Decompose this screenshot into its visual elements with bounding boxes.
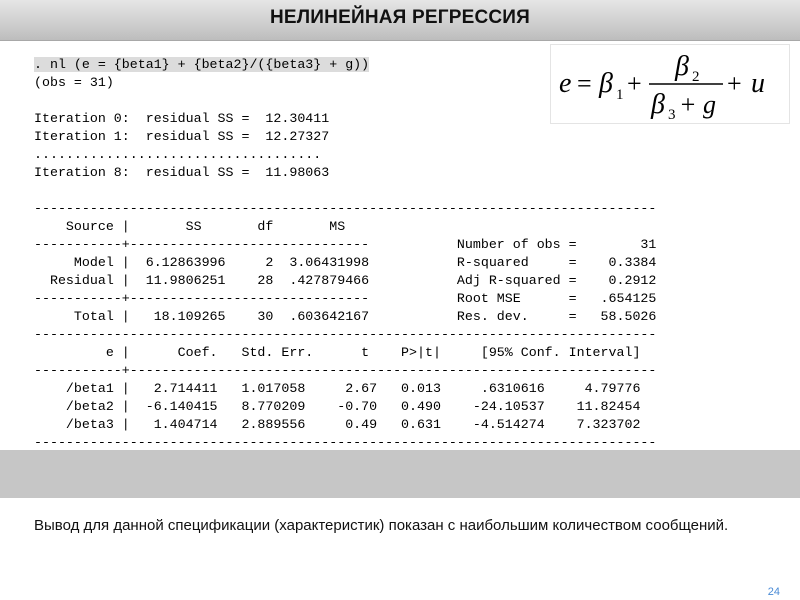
output-line: ------------------------------------------------------------------------------ [34,201,657,216]
formula-numerator-sub: 2 [692,69,700,85]
output-line: Iteration 8: residual SS = 11.98063 [34,165,330,180]
output-line: /beta2 | -6.140415 8.770209 -0.70 0.490 -24.10537 11.82454 [34,399,641,414]
slide-title: НЕЛИНЕЙНАЯ РЕГРЕССИЯ [269,7,531,28]
output-line: /beta1 | 2.714411 1.017058 2.67 0.013 .6310616 4.79776 [34,381,641,396]
output-line: (obs = 31) [34,75,114,90]
formula-numerator-beta: β [675,51,689,82]
page-number: 24 [767,586,780,598]
output-line: -----------+------------------------------ Number of obs = 31 [34,237,657,252]
slide-caption: Вывод для данной спецификации (характеристик) показан с наибольшим количеством сообщений. [34,517,729,534]
regression-formula [550,44,790,124]
formula-lhs: e [559,68,572,99]
formula-beta1-sub: 1 [616,87,624,103]
output-line: .................................... [34,147,322,162]
output-line: Source | SS df MS [34,219,346,234]
output-line: Iteration 0: residual SS = 12.30411 [34,111,330,126]
output-line: ------------------------------------------------------------------------------ [34,327,657,342]
divider-band [0,450,800,498]
output-line: -----------+------------------------------ Root MSE = .654125 [34,291,657,306]
stata-command: . nl (e = {beta1} + {beta2}/({beta3} + g)) [34,57,370,72]
formula-equals: = [577,69,592,98]
output-line: Residual | 11.9806251 28 .427879466 Adj R-squared = 0.2912 [34,273,657,288]
content-area [0,41,800,450]
output-line: ------------------------------------------------------------------------------ [34,435,657,450]
output-line: Model | 6.12863996 2 3.06431998 R-squared = 0.3384 [34,255,657,270]
formula-denominator-beta: β [651,89,665,120]
title-bar [0,0,800,41]
formula-denominator-sub: 3 [668,107,676,123]
formula-denominator-rest: + g [679,90,717,119]
output-line: e | Coef. Std. Err. t P>|t| [95% Conf. Interval] [34,345,641,360]
output-line: -----------+------------------------------------------------------------------ [34,363,657,378]
output-line: /beta3 | 1.404714 2.889556 0.49 0.631 -4.514274 7.323702 [34,417,641,432]
formula-plus: + [727,69,742,98]
output-line: Total | 18.109265 30 .603642167 Res. dev. = 58.5026 [34,309,657,324]
output-line: Iteration 1: residual SS = 12.27327 [34,129,330,144]
formula-u: u [751,68,765,99]
formula-plus: + [627,69,642,98]
formula-beta1: β [599,68,613,99]
